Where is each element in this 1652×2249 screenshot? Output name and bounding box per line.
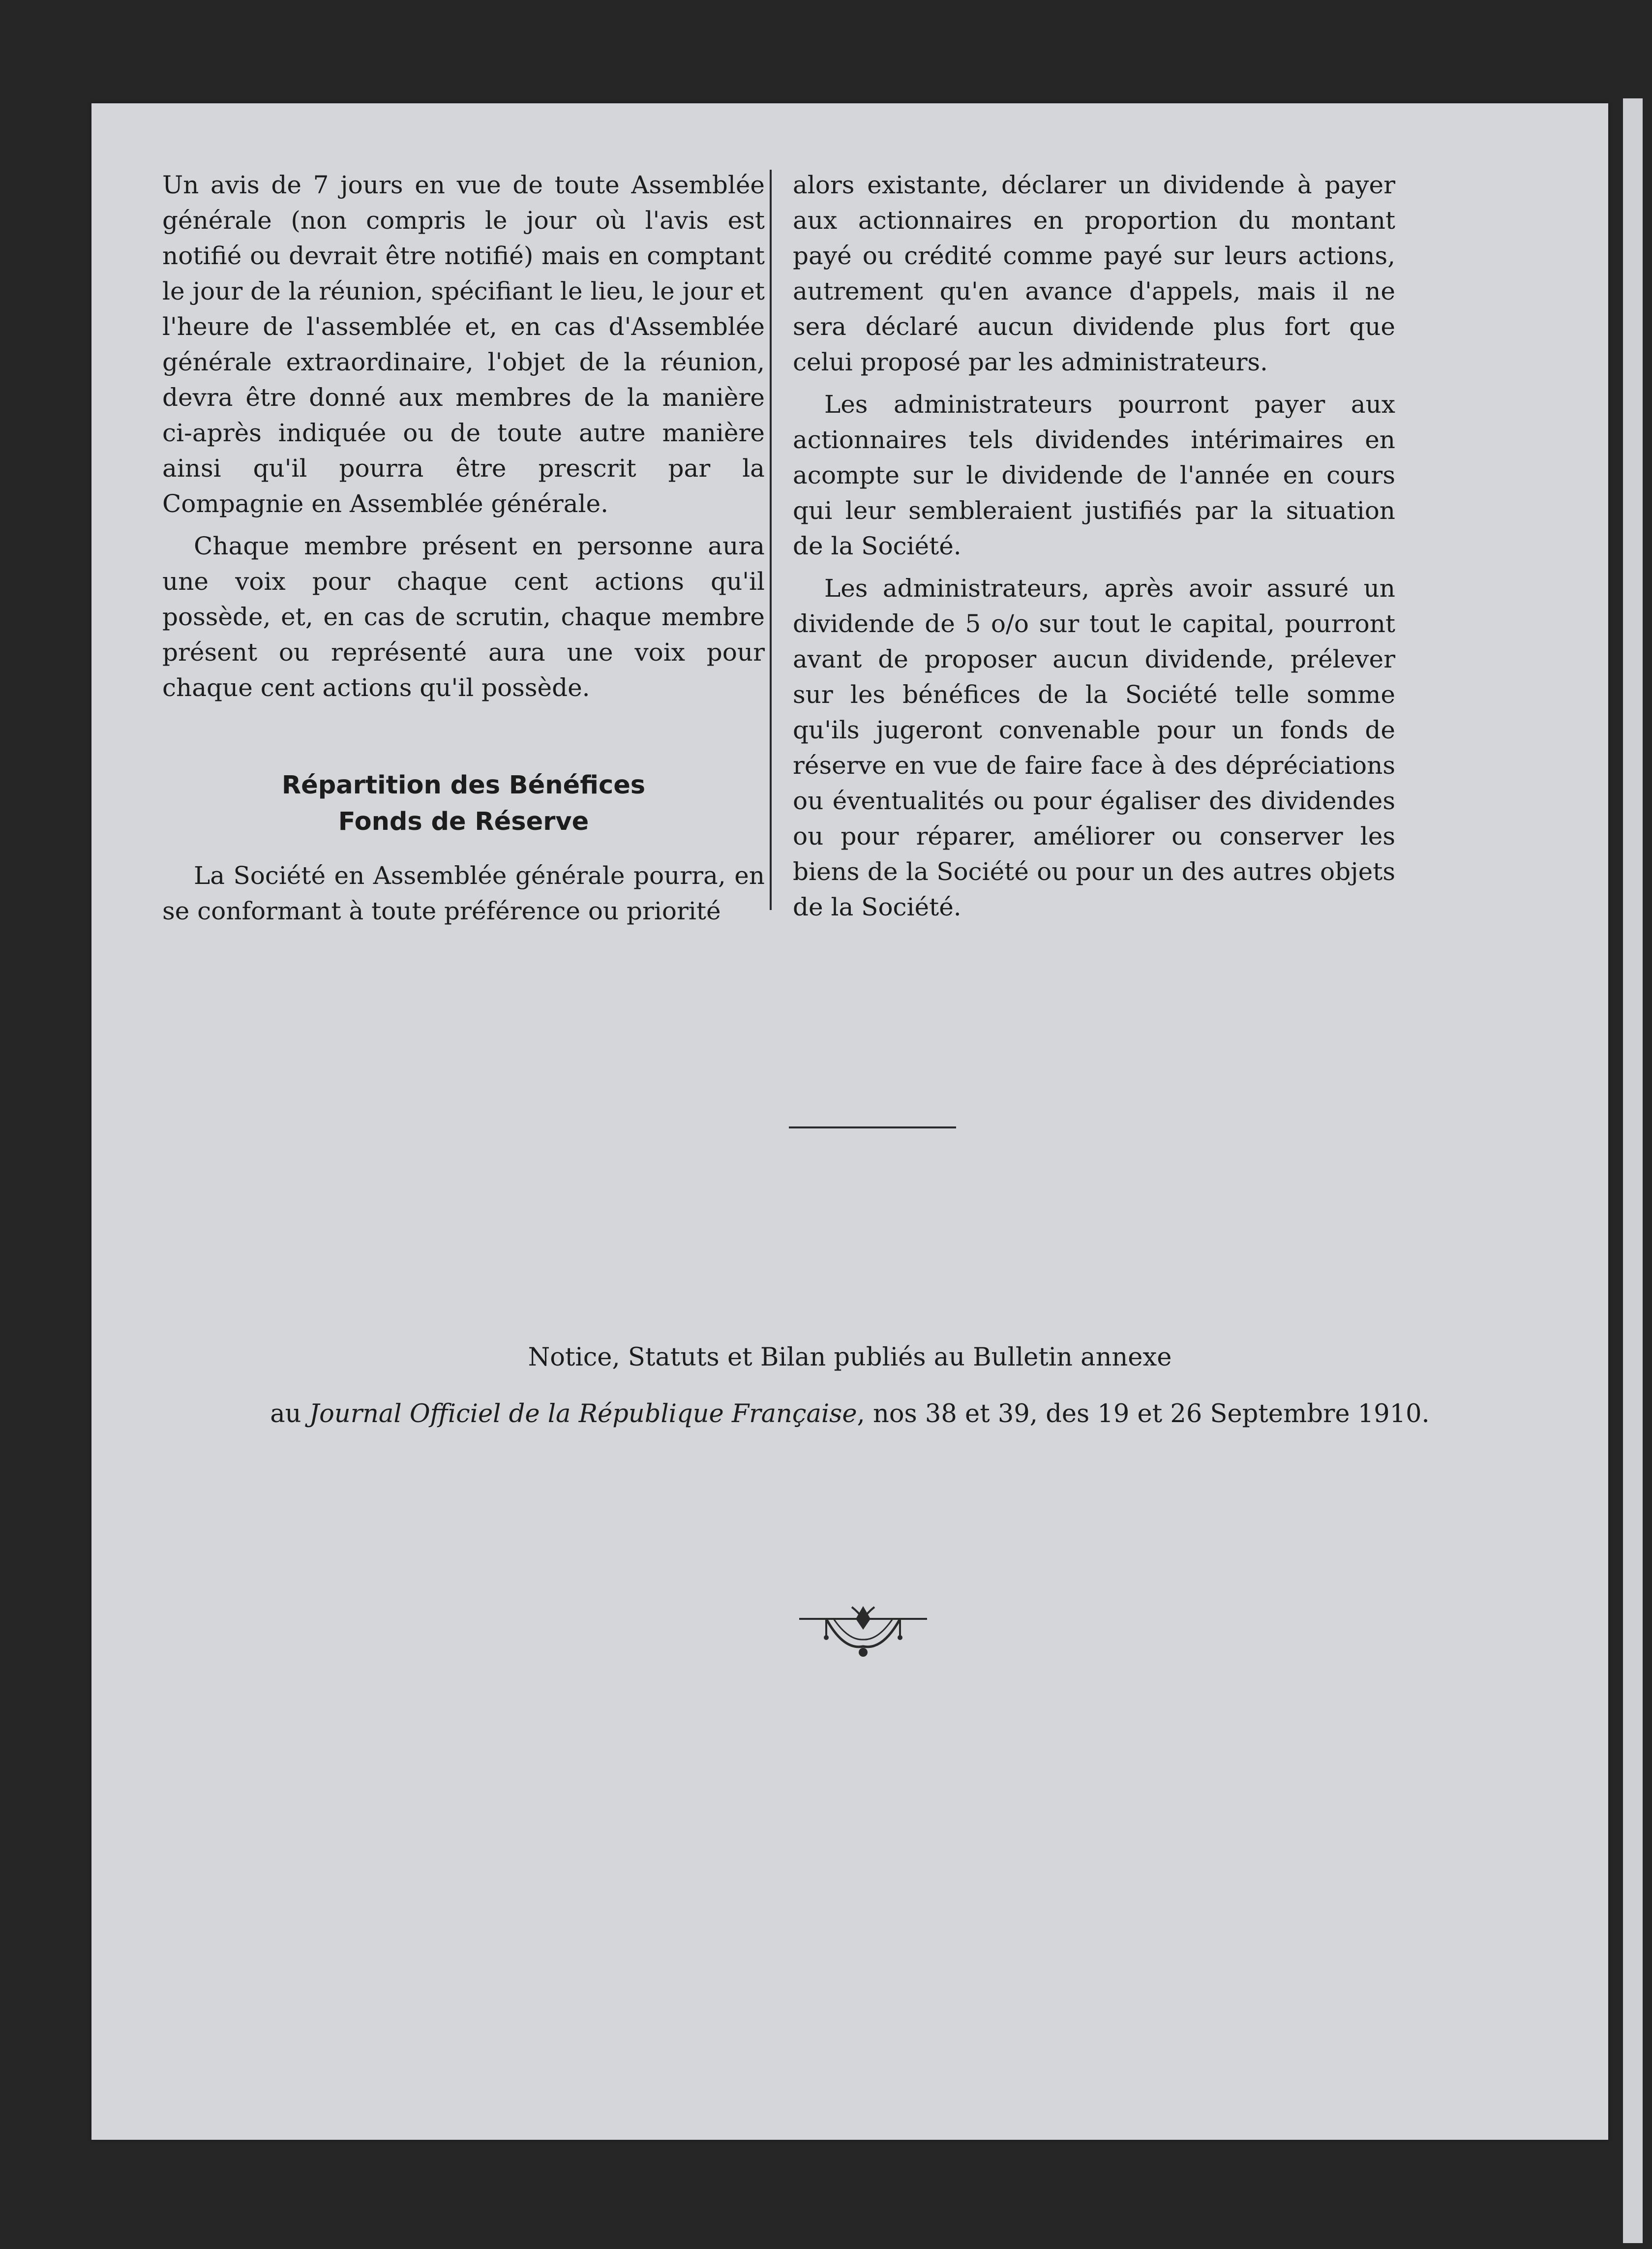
notice-prefix: au	[270, 1399, 309, 1428]
next-page-edge	[1623, 98, 1643, 2243]
paragraph-reserve-fund: Les administrateurs, après avoir assuré un dividende de 5 o/o sur tout le capital, pourront avant de proposer aucun dividende, prélever sur les bénéfices de la Société telle somme qu'ils jugeront convenable pour un fonds de réserve en vue de faire face à des dépréciations ou éventualités ou pour égaliser des dividendes ou pour réparer, améliorer ou conserver les biens de la Société ou pour un des autres objets de la Société.	[793, 574, 1395, 921]
column-divider	[770, 170, 772, 910]
publication-notice-line2	[91, 1397, 1608, 1431]
paragraph-dividend-start: La Société en Assemblée générale pourra, en se conformant à toute préférence ou priorité	[162, 861, 765, 925]
heading-repartition: Répartition des Bénéfices	[281, 771, 646, 800]
notice-suffix: , nos 38 et 39, des 19 et 26 Septembre 1910.	[857, 1399, 1430, 1428]
horizontal-rule	[789, 1126, 956, 1128]
right-column	[793, 167, 1395, 925]
journal-title: Journal Officiel de la République Française	[309, 1399, 857, 1428]
left-column	[162, 167, 765, 929]
paragraph-notice-period: Un avis de 7 jours en vue de toute Assemblée générale (non compris le jour où l'avis est notifié ou devrait être notifié) mais en comptant le jour de la réunion, spécifiant le lieu, le jour et l'heure de l'assemblée et, en cas d'Assemblée générale extraordinaire, l'objet de la réunion, devra être donné aux membres de la manière ci-après indiquée ou de toute autre manière ainsi qu'il pourra être prescrit par la Compagnie en Assemblée générale.	[162, 171, 765, 518]
publication-notice-line1: Notice, Statuts et Bilan publiés au Bulletin annexe	[528, 1343, 1172, 1372]
section-heading	[162, 767, 765, 840]
heading-fonds-reserve: Fonds de Réserve	[338, 807, 589, 836]
ornament-icon	[797, 1601, 930, 1665]
paragraph-voting-rights: Chaque membre présent en personne aura une voix pour chaque cent actions qu'il possède, et, en cas de scrutin, chaque membre présent ou représenté aura une voix pour chaque cent actions qu'il possède.	[162, 532, 765, 702]
paragraph-dividend-continued: alors existante, déclarer un dividende à payer aux actionnaires en proportion du montant payé ou crédité comme payé sur leurs actions, autrement qu'en avance d'appels, mais il ne sera déclaré aucun dividende plus fort que celui proposé par les administrateurs.	[793, 171, 1395, 376]
paragraph-interim-dividends: Les administrateurs pourront payer aux actionnaires tels dividendes intérimaires en acompte sur le dividende de l'année en cours qui leur sembleraient justifiés par la situation de la Société.	[793, 390, 1395, 560]
